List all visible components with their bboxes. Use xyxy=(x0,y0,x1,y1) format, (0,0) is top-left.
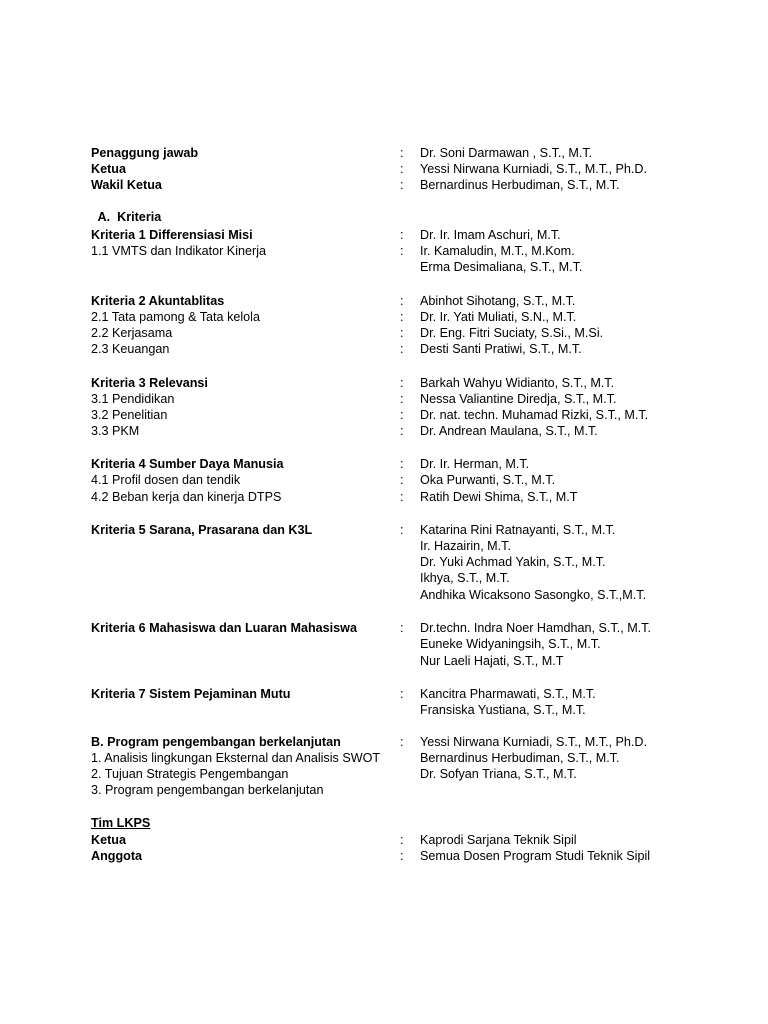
document-row xyxy=(0,570,768,586)
row-colon: : xyxy=(400,162,404,176)
document-row xyxy=(0,472,768,488)
document-row xyxy=(0,489,768,505)
row-label: 3.1 Pendidikan xyxy=(91,392,175,406)
row-value: Fransiska Yustiana, S.T., M.T. xyxy=(420,703,586,717)
row-label: Kriteria 2 Akuntablitas xyxy=(91,294,225,308)
row-label: Ketua xyxy=(91,162,126,176)
row-value: Dr. Ir. Herman, M.T. xyxy=(420,457,530,471)
row-value: Dr.techn. Indra Noer Hamdhan, S.T., M.T. xyxy=(420,621,651,635)
row-value: Semua Dosen Program Studi Teknik Sipil xyxy=(420,849,651,863)
row-value: Yessi Nirwana Kurniadi, S.T., M.T., Ph.D. xyxy=(420,162,648,176)
row-value: Abinhot Sihotang, S.T., M.T. xyxy=(420,294,576,308)
row-label: 2.3 Keuangan xyxy=(91,342,170,356)
row-label: B. Program pengembangan berkelanjutan xyxy=(91,735,341,749)
row-value: Andhika Wicaksono Sasongko, S.T.,M.T. xyxy=(420,588,647,602)
row-value: Dr. nat. techn. Muhamad Rizki, S.T., M.T. xyxy=(420,408,649,422)
document-row xyxy=(0,686,768,702)
row-value: Kancitra Pharmawati, S.T., M.T. xyxy=(420,687,596,701)
row-value: Oka Purwanti, S.T., M.T. xyxy=(420,473,556,487)
document-row xyxy=(0,423,768,439)
row-label: 2. Tujuan Strategis Pengembangan xyxy=(91,767,289,781)
document-row xyxy=(0,750,768,766)
row-colon: : xyxy=(400,833,404,847)
row-colon: : xyxy=(400,294,404,308)
row-label: Ketua xyxy=(91,833,126,847)
row-label: 3. Program pengembangan berkelanjutan xyxy=(91,783,324,797)
row-value: Dr. Eng. Fitri Suciaty, S.Si., M.Si. xyxy=(420,326,604,340)
document-row xyxy=(0,815,768,831)
row-colon: : xyxy=(400,457,404,471)
document-row xyxy=(0,766,768,782)
document-row xyxy=(0,734,768,750)
row-label: 4.1 Profil dosen dan tendik xyxy=(91,473,241,487)
row-label: Kriteria 4 Sumber Daya Manusia xyxy=(91,457,284,471)
row-colon: : xyxy=(400,392,404,406)
row-colon: : xyxy=(400,376,404,390)
row-colon: : xyxy=(400,490,404,504)
row-value: Dr. Ir. Yati Muliati, S.N., M.T. xyxy=(420,310,577,324)
row-colon: : xyxy=(400,408,404,422)
document-row xyxy=(0,538,768,554)
document-row xyxy=(0,243,768,259)
row-value: Katarina Rini Ratnayanti, S.T., M.T. xyxy=(420,523,616,537)
row-colon: : xyxy=(400,228,404,242)
row-value: Desti Santi Pratiwi, S.T., M.T. xyxy=(420,342,582,356)
row-value: Euneke Widyaningsih, S.T., M.T. xyxy=(420,637,601,651)
row-value: Ir. Kamaludin, M.T., M.Kom. xyxy=(420,244,575,258)
document-row xyxy=(0,259,768,275)
row-colon: : xyxy=(400,735,404,749)
row-value: Nur Laeli Hajati, S.T., M.T xyxy=(420,654,564,668)
row-label: 1.1 VMTS dan Indikator Kinerja xyxy=(91,244,267,258)
row-colon: : xyxy=(400,621,404,635)
document-row xyxy=(0,554,768,570)
row-label: Anggota xyxy=(91,849,143,863)
row-label: Kriteria 6 Mahasiswa dan Luaran Mahasiswa xyxy=(91,621,357,635)
document-row xyxy=(0,391,768,407)
document-row xyxy=(0,325,768,341)
row-label: Kriteria 1 Differensiasi Misi xyxy=(91,228,253,242)
row-label: Wakil Ketua xyxy=(91,178,162,192)
document-row xyxy=(0,227,768,243)
row-colon: : xyxy=(400,244,404,258)
document-row xyxy=(0,456,768,472)
row-label: Penaggung jawab xyxy=(91,146,199,160)
row-label: Kriteria 7 Sistem Pejaminan Mutu xyxy=(91,687,291,701)
document-row xyxy=(0,309,768,325)
document-row xyxy=(0,522,768,538)
row-colon: : xyxy=(400,310,404,324)
row-value: Barkah Wahyu Widianto, S.T., M.T. xyxy=(420,376,615,390)
row-label: Kriteria 5 Sarana, Prasarana dan K3L xyxy=(91,523,313,537)
row-value: Bernardinus Herbudiman, S.T., M.T. xyxy=(420,178,620,192)
row-label: 1. Analisis lingkungan Eksternal dan Analisis SWOT xyxy=(91,751,381,765)
row-colon: : xyxy=(400,326,404,340)
document-row xyxy=(0,702,768,718)
row-value: Yessi Nirwana Kurniadi, S.T., M.T., Ph.D. xyxy=(420,735,648,749)
row-colon: : xyxy=(400,424,404,438)
document-row xyxy=(0,782,768,798)
row-colon: : xyxy=(400,523,404,537)
row-colon: : xyxy=(400,473,404,487)
row-label: 3.2 Penelitian xyxy=(91,408,168,422)
row-value: Erma Desimaliana, S.T., M.T. xyxy=(420,260,583,274)
document-row xyxy=(0,407,768,423)
document-row xyxy=(0,209,768,225)
row-colon: : xyxy=(400,146,404,160)
row-colon: : xyxy=(400,687,404,701)
row-value: Ratih Dewi Shima, S.T., M.T xyxy=(420,490,578,504)
document-row xyxy=(0,587,768,603)
document-row xyxy=(0,177,768,193)
row-label: 4.2 Beban kerja dan kinerja DTPS xyxy=(91,490,282,504)
document-row xyxy=(0,341,768,357)
row-label: Kriteria 3 Relevansi xyxy=(91,376,208,390)
document-row xyxy=(0,620,768,636)
document-row xyxy=(0,848,768,864)
document-row xyxy=(0,636,768,652)
row-value: Dr. Sofyan Triana, S.T., M.T. xyxy=(420,767,577,781)
document-row xyxy=(0,293,768,309)
row-value: Kaprodi Sarjana Teknik Sipil xyxy=(420,833,577,847)
row-value: Dr. Yuki Achmad Yakin, S.T., M.T. xyxy=(420,555,606,569)
document-row xyxy=(0,375,768,391)
row-label: 3.3 PKM xyxy=(91,424,140,438)
row-colon: : xyxy=(400,178,404,192)
row-value: Ikhya, S.T., M.T. xyxy=(420,571,510,585)
row-label: Tim LKPS xyxy=(91,816,151,830)
row-label: 2.1 Tata pamong & Tata kelola xyxy=(91,310,260,324)
row-value: Dr. Soni Darmawan , S.T., M.T. xyxy=(420,146,593,160)
row-value: Dr. Andrean Maulana, S.T., M.T. xyxy=(420,424,598,438)
row-label: A. Kriteria xyxy=(91,210,162,224)
row-value: Bernardinus Herbudiman, S.T., M.T. xyxy=(420,751,620,765)
row-label: 2.2 Kerjasama xyxy=(91,326,173,340)
document-row xyxy=(0,161,768,177)
row-colon: : xyxy=(400,342,404,356)
row-value: Dr. Ir. Imam Aschuri, M.T. xyxy=(420,228,561,242)
document-row xyxy=(0,653,768,669)
row-value: Ir. Hazairin, M.T. xyxy=(420,539,511,553)
row-value: Nessa Valiantine Diredja, S.T., M.T. xyxy=(420,392,617,406)
document-row xyxy=(0,145,768,161)
document-row xyxy=(0,832,768,848)
row-colon: : xyxy=(400,849,404,863)
